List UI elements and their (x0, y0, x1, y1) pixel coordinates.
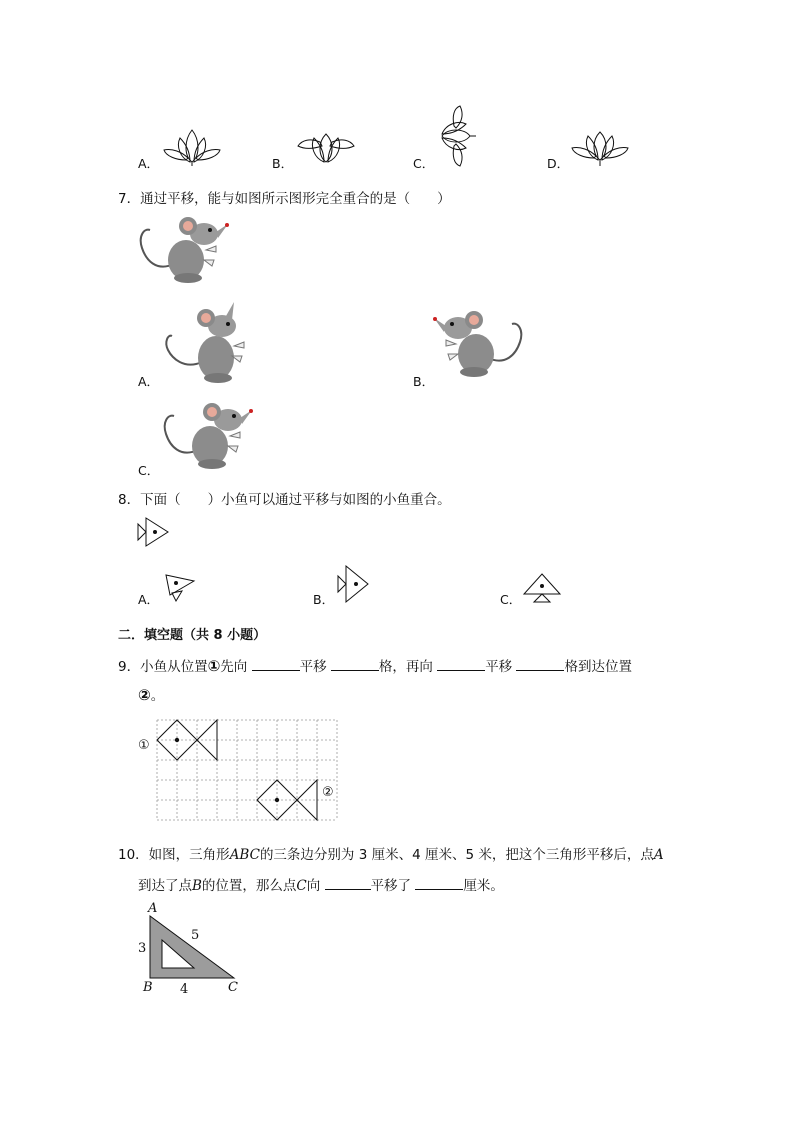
side-bc-length: 4 (180, 982, 189, 997)
fish-option-a-icon (160, 571, 198, 601)
q9-stem-line1 (118, 655, 632, 675)
q9-text-6: 格到达位置 (564, 659, 632, 675)
triangle-vertex-b: B (143, 980, 153, 995)
side-ab-length: 3 (138, 941, 147, 956)
mouse-option-a-image (162, 302, 254, 384)
q9-text-5: 平移 (485, 659, 513, 675)
q9-text-1: 9．小鱼从位置 (118, 659, 208, 675)
q9-blank-steps-2[interactable] (516, 656, 564, 671)
q9-text-7: 。 (150, 688, 165, 704)
point-a-text: A (653, 847, 664, 863)
q10-blank-distance[interactable] (415, 875, 463, 890)
q10-stem-line1 (118, 843, 664, 863)
q7-stem: 7．通过平移，能与如图所示图形完全重合的是（ ） (118, 191, 451, 207)
q10-stem-line2 (138, 874, 504, 894)
q7-option-a-label: A． (138, 374, 160, 389)
q9-text-4: 格，再向 (378, 659, 433, 675)
triangle-vertex-c: C (228, 980, 238, 995)
position-1-marker: ① (207, 657, 221, 675)
q9-grid-figure (157, 720, 339, 821)
q10-text-7: 厘米。 (463, 878, 504, 894)
q8-option-c-label: C． (500, 592, 522, 607)
q7-option-b-label: B． (413, 374, 435, 389)
q8-option-b-label: B． (313, 592, 335, 607)
q9-text-2: 先向 (220, 659, 248, 675)
lotus-icon-b (298, 130, 354, 164)
q8-option-a-label: A． (138, 592, 160, 607)
lotus-icon-c (436, 106, 476, 166)
q10-text-5: 向 (306, 878, 321, 894)
q9-blank-steps-1[interactable] (331, 656, 379, 671)
q10-triangle-figure (150, 914, 236, 980)
mouse-option-b-image (434, 306, 526, 382)
q10-text-2: 的三条边分别为 3 厘米、4 厘米、5 米，把这个三角形平移后，点 (259, 847, 654, 863)
q9-figure-label-1: ① (138, 738, 150, 753)
section-2-heading: 二．填空题（共 8 小题） (118, 628, 267, 643)
mouse-reference-image (136, 212, 228, 286)
q6-option-a-label: A． (138, 156, 160, 171)
lotus-icon-a (162, 126, 222, 166)
q10-text-1: 10．如图，三角形 (118, 847, 230, 863)
triangle-vertex-a: A (148, 901, 158, 916)
q10-text-4: 的位置，那么点 (201, 878, 297, 894)
q10-text-6: 平移了 (370, 878, 412, 894)
q10-text-3: 到达了点 (138, 878, 192, 894)
triangle-name: ABC (229, 847, 260, 863)
q10-blank-direction[interactable] (325, 875, 371, 890)
point-b-text: B (192, 878, 202, 894)
q6-option-b-label: B． (272, 156, 294, 171)
q6-option-c-label: C． (413, 156, 435, 171)
q9-blank-direction-1[interactable] (252, 656, 300, 671)
q9-figure-label-2: ② (322, 785, 334, 800)
fish-reference-icon (138, 514, 168, 550)
mouse-option-c-image (160, 398, 252, 472)
side-ac-length: 5 (191, 928, 200, 943)
q9-text-3: 平移 (299, 659, 327, 675)
fish-option-c-icon (522, 572, 562, 602)
lotus-icon-d (570, 128, 630, 166)
q9-stem-line2 (138, 684, 164, 704)
fish-option-b-icon (336, 564, 370, 604)
point-c-text: C (296, 878, 307, 894)
q7-option-c-label: C． (138, 463, 160, 478)
q8-stem: 8．下面（ ）小鱼可以通过平移与如图的小鱼重合。 (118, 492, 451, 508)
q6-option-d-label: D． (547, 156, 570, 171)
position-2-marker: ② (138, 686, 151, 704)
q9-blank-direction-2[interactable] (437, 656, 485, 671)
